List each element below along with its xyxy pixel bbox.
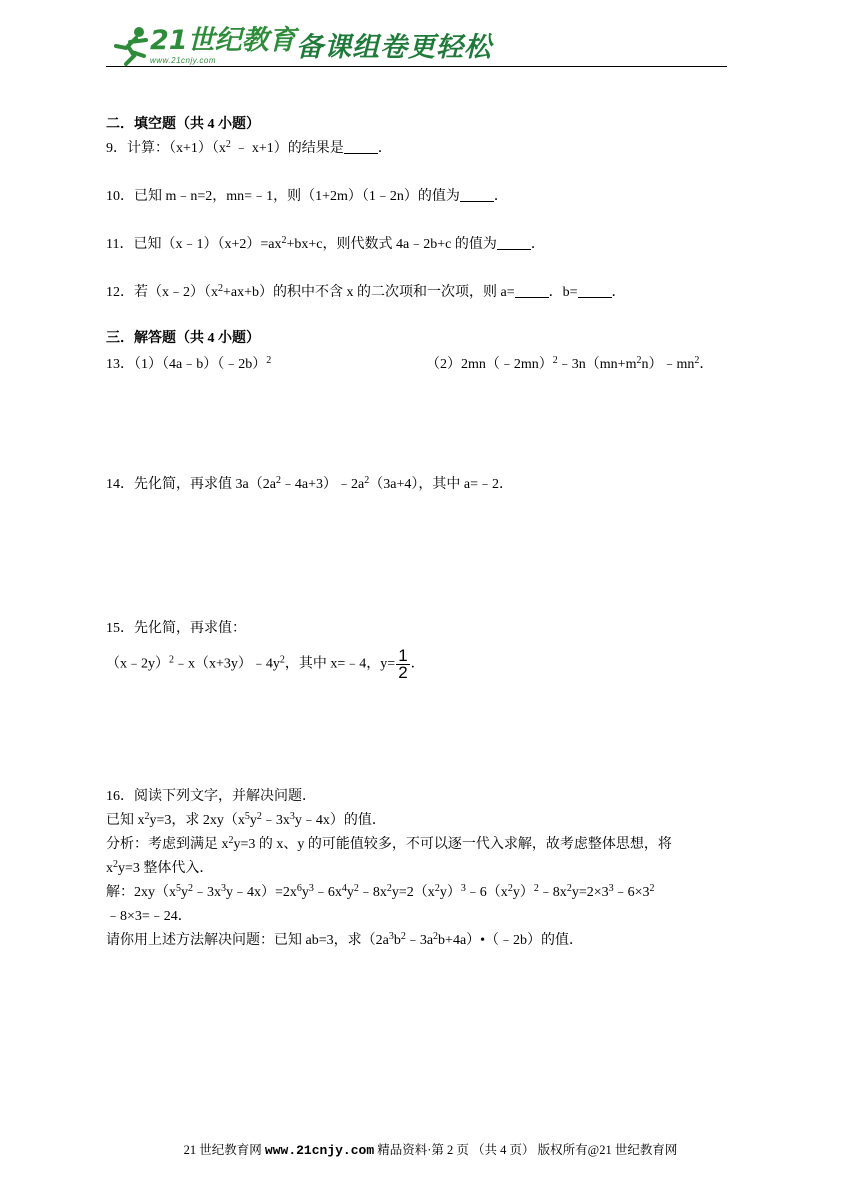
question-15-expression: $(x﹣2y)^2﹣x(x+3y)﹣4y^2$，其中 x=﹣4，y= $\frac{1}{2}$ ． bbox=[106, 646, 425, 682]
logo-url: www.21cnjy.com bbox=[150, 56, 216, 65]
footer-site-link[interactable]: www.21cnjy.com bbox=[264, 1143, 375, 1158]
question-14: 14．先化简，再求值 $3a(2a^2﹣4a+3)﹣2a^2(3a+4)$，其中 a=﹣2． bbox=[106, 475, 513, 492]
question-16-analysis-cont: $x^2y=3$ 整体代入． bbox=[106, 859, 214, 876]
question-11: 11．已知$(x﹣1)(x+2)=ax^2+bx+c$，则代数式 4a﹣2b+c 的值为 ． bbox=[106, 235, 545, 252]
question-9: 9．计算：$(x+1)(x^2$ ﹣ x+1）的结果是 ． bbox=[106, 139, 392, 156]
logo-text: 21世纪教育 bbox=[150, 25, 296, 56]
answer-blank[interactable] bbox=[344, 141, 378, 154]
question-12: 12．若$(x﹣2)(x^2+ax+b)$的积中不含 x 的二次项和一次项，则 a= ．b= ． bbox=[106, 283, 626, 300]
fraction-one-half: $\frac{1}{2}$ bbox=[398, 646, 408, 682]
question-15-title: 15．先化简，再求值： bbox=[106, 621, 246, 636]
answer-blank-b[interactable] bbox=[578, 285, 612, 298]
answer-blank[interactable] bbox=[460, 189, 494, 202]
header-rule bbox=[106, 66, 727, 67]
question-13-part2: $(2)2mn(﹣2mn)^2﹣3n(mn+m^2n)﹣mn^2$． bbox=[426, 355, 714, 372]
question-10: 10．已知 m﹣n=2，mn=﹣1，则（1+2m）（1﹣2n）的值为 ． bbox=[106, 189, 508, 204]
page-footer: 21 世纪教育网 www.21cnjy.com 精品资料·第 2 页 （共 4 页） 版权所有@21 世纪教育网 bbox=[183, 1143, 678, 1158]
section-heading-solve: 三．解答题（共 4 小题） bbox=[106, 331, 260, 346]
question-16-solution: 解：$2xy(x^5y^2﹣3x^3y﹣4x)=2x^6y^3﹣6x^4y^2﹣8x^2y=2(x^2y)^3﹣6(x^2y)^2﹣8x^2y=2\times 3^3﹣6\times 3^2$ bbox=[106, 883, 655, 900]
section-heading-fill-blank: 二．填空题（共 4 小题） bbox=[106, 117, 260, 132]
answer-blank[interactable] bbox=[497, 237, 531, 250]
runner-logo-icon bbox=[106, 22, 156, 66]
question-16-given: 已知 $x^2y=3$，求 $2xy(x^5y^2﹣3x^3y﹣4x)$的值． bbox=[106, 811, 386, 828]
question-16-title: 16．阅读下列文字，并解决问题． bbox=[106, 789, 316, 804]
question-13-part1: 13．（1）（4a﹣b）（﹣2b）$^2$ bbox=[106, 355, 272, 372]
question-16-task: 请你用上述方法解决问题：已知 ab=3，求$(2a^3b^2﹣3a^2b+4a)•(﹣2b)$的值． bbox=[106, 931, 584, 948]
header-slogan: 备课组卷更轻松 bbox=[296, 32, 492, 63]
answer-blank-a[interactable] bbox=[515, 285, 549, 298]
question-16-analysis: 分析：考虑到满足 $x^2y=3$ 的 x、y 的可能值较多，不可以逐一代入求解，故考虑整体思想，将 bbox=[106, 835, 672, 852]
question-16-solution-cont: ﹣8×3=﹣24． bbox=[106, 909, 192, 924]
